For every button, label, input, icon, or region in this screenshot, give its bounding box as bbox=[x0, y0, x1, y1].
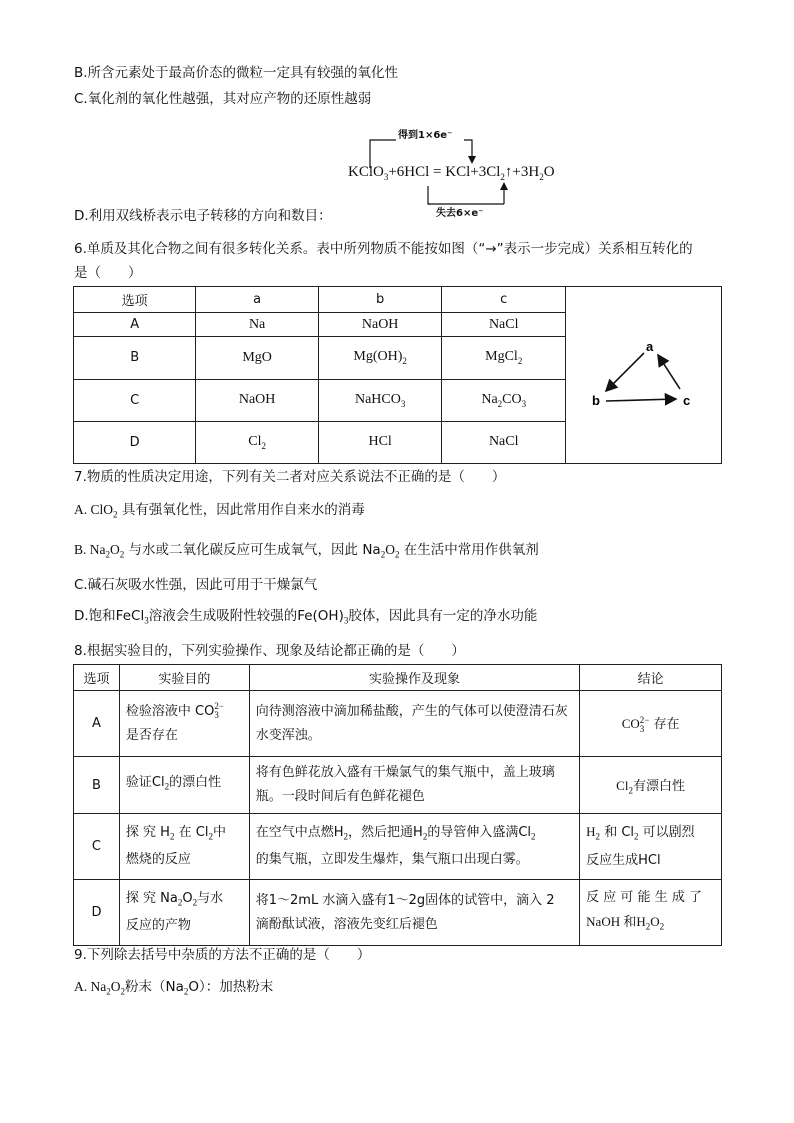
operation-cell: 在空气中点燃$H_2$，然后把通$H_2$的导管伸入盛满$Cl_2$ 的集气瓶，立即发生爆炸，集气瓶口出现白雾。 bbox=[249, 814, 579, 880]
q9-option-a: A. $Na_2O_2$粉末$(Na_2O)$：加热粉末 bbox=[74, 979, 274, 997]
node-a: a bbox=[645, 339, 654, 354]
operation-cell: 将有色鲜花放入盛有干燥氯气的集气瓶中，盖上玻璃瓶。一段时间后有色鲜花褪色 bbox=[249, 757, 579, 814]
table-row bbox=[74, 691, 722, 757]
conclusion-cell: 反 应 可 能 生 成 了 NaOH 和$H_2O_2$ bbox=[580, 880, 722, 946]
table-row bbox=[74, 757, 722, 814]
q7-option-d: D.饱和FeCl$_3$溶液会生成吸附性较强的$Fe(OH)_3$胶体，因此具有一定的净水功能 bbox=[74, 608, 538, 626]
arrow-b-to-c bbox=[606, 399, 676, 401]
cell-c: NaCl bbox=[442, 313, 566, 337]
table-header: b bbox=[318, 287, 442, 313]
q6-stem-2: 是（ ） bbox=[74, 265, 142, 281]
purpose-cell: 检验溶液中 CO2− 3 是否存在 bbox=[119, 691, 249, 757]
operation-cell: 将1～2mL 水滴入盛有1～2g固体的试管中，滴入 2 滴酚酞试液，溶液先变红后褪色 bbox=[249, 880, 579, 946]
q6-table bbox=[73, 286, 722, 464]
q8-table bbox=[73, 664, 722, 946]
option-d-text: D.利用双线桥表示电子转移的方向和数目： bbox=[74, 208, 332, 224]
q8-stem: 8.根据实验目的，下列实验操作、现象及结论都正确的是（ ） bbox=[74, 643, 465, 659]
option-cell: B bbox=[74, 757, 120, 814]
option-cell: A bbox=[74, 691, 120, 757]
option-cell: A bbox=[74, 313, 196, 337]
option-b-text: B.所含元素处于最高价态的微粒一定具有较强的氧化性 bbox=[74, 65, 399, 81]
equation: KClO$_3$+6HCl = $KCl+3Cl_2↑+3H_2O$ bbox=[348, 164, 555, 182]
cell-c: $Na_2CO_3$ bbox=[442, 379, 566, 421]
cell-b: $Mg(OH)_2$ bbox=[318, 337, 442, 379]
operation-cell: 向待测溶液中滴加稀盐酸，产生的气体可以使澄清石灰水变浑浊。 bbox=[249, 691, 579, 757]
conclusion-cell: $Cl_2$有漂白性 bbox=[580, 757, 722, 814]
table-header: 实验目的 bbox=[119, 665, 249, 691]
table-header: a bbox=[196, 287, 319, 313]
option-cell: D bbox=[74, 880, 120, 946]
q7-option-c: C.碱石灰吸水性强，因此可用于干燥氯气 bbox=[74, 577, 318, 593]
table-header-row bbox=[74, 665, 722, 691]
node-b: b bbox=[591, 393, 600, 408]
table-row bbox=[74, 880, 722, 946]
cell-c: MgCl$_2$ bbox=[442, 337, 566, 379]
q7-option-b: B. $Na_2O_2$ 与水或二氧化碳反应可生成氧气，因此 $Na_2O_2$ 在生活中常用作供氧剂 bbox=[74, 542, 539, 560]
q6-stem-1: 6.单质及其化合物之间有很多转化关系。表中所列物质不能按如图（“→”表示一步完成）关系相互转化的 bbox=[74, 241, 693, 257]
option-c-text: C.氧化剂的氧化性越强，其对应产物的还原性越弱 bbox=[74, 91, 372, 107]
purpose-cell: 探 究 $Na_2O_2$与水 反应的产物 bbox=[119, 880, 249, 946]
q9-stem: 9.下列除去括号中杂质的方法不正确的是（ ） bbox=[74, 947, 371, 963]
table-header: 结论 bbox=[580, 665, 722, 691]
cell-a: MgO bbox=[196, 337, 319, 379]
loss-label: 失去6×e⁻ bbox=[436, 208, 484, 219]
option-cell: C bbox=[74, 379, 196, 421]
gain-label: 得到1×6e⁻ bbox=[396, 126, 454, 141]
table-header: c bbox=[442, 287, 566, 313]
cell-b: NaOH bbox=[318, 313, 442, 337]
table-header-row bbox=[74, 287, 722, 313]
table-row bbox=[74, 814, 722, 880]
option-cell: D bbox=[74, 421, 196, 463]
purpose-cell: 验证$Cl_2$的漂白性 bbox=[119, 757, 249, 814]
arrow-c-to-a bbox=[658, 355, 680, 389]
purpose-cell: 探 究 $H_2$ 在 $Cl_2$中 燃烧的反应 bbox=[119, 814, 249, 880]
cell-c: NaCl bbox=[442, 421, 566, 463]
table-header: 选项 bbox=[74, 665, 120, 691]
cell-b: HCl bbox=[318, 421, 442, 463]
option-cell: C bbox=[74, 814, 120, 880]
arrow-a-to-b bbox=[606, 353, 644, 391]
node-c: c bbox=[682, 393, 691, 408]
cell-a: $Cl_2$ bbox=[196, 421, 319, 463]
cell-a: NaOH bbox=[196, 379, 319, 421]
q7-stem: 7.物质的性质决定用途，下列有关二者对应关系说法不正确的是（ ） bbox=[74, 469, 506, 485]
electron-transfer-bridge bbox=[340, 118, 580, 228]
conversion-diagram-cell bbox=[565, 287, 721, 464]
conversion-diagram bbox=[566, 287, 721, 463]
option-cell: B bbox=[74, 337, 196, 379]
conclusion-cell: CO2− 3 存在 bbox=[580, 691, 722, 757]
table-header: 选项 bbox=[74, 287, 196, 313]
cell-b: NaHCO$_3$ bbox=[318, 379, 442, 421]
cell-a: Na bbox=[196, 313, 319, 337]
q7-option-a: A. ClO$_2$ 具有强氧化性，因此常用作自来水的消毒 bbox=[74, 502, 365, 520]
conclusion-cell: $H_2$ 和 $Cl_2$ 可以剧烈 反应生成HCl bbox=[580, 814, 722, 880]
table-header: 实验操作及现象 bbox=[249, 665, 579, 691]
